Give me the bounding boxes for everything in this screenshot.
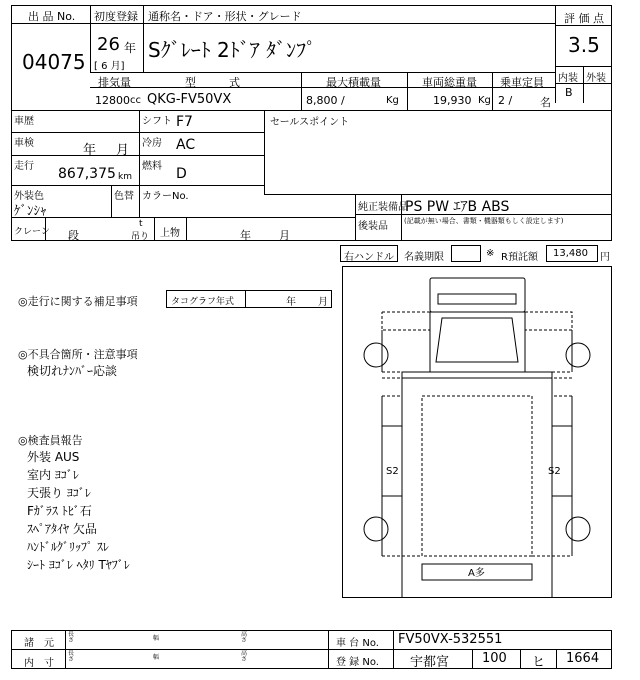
sales-point-label: セールスポイント <box>270 117 350 128</box>
right-hand-label: 右ハンドル <box>344 252 394 263</box>
divider <box>90 5 91 72</box>
divider <box>139 185 140 217</box>
inspection-month: 月 <box>116 143 130 158</box>
aftermarket-label: 後装品 <box>358 221 388 232</box>
model-code: QKG-FV50VX <box>147 92 232 107</box>
divider <box>355 194 356 241</box>
color-value: ｹﾞﾝｼｬ <box>14 204 47 219</box>
divider <box>407 72 408 110</box>
divider <box>11 132 264 133</box>
wheel-rear-right <box>566 517 590 541</box>
windshield <box>436 318 518 362</box>
inspector-title: ◎検査員報告 <box>18 434 83 447</box>
divider <box>520 649 521 669</box>
history-label: 車歴 <box>14 116 34 127</box>
displacement-value: 12800 <box>95 94 130 107</box>
max-load: 8,800 / <box>306 94 345 107</box>
divider <box>328 630 329 669</box>
mount-year: 年 <box>240 229 251 242</box>
divider <box>472 649 473 669</box>
capacity-label: 乗車定員 <box>500 76 544 89</box>
divider <box>154 217 155 241</box>
dump-bed <box>402 378 552 598</box>
mileage-value: 867,375 <box>58 166 116 182</box>
color-code-label: カラーNo. <box>142 191 189 202</box>
defects-line: 検切れﾅﾝﾊﾞｰ応談 <box>27 364 118 378</box>
displacement-unit: cc <box>130 95 141 106</box>
fuel-value: D <box>176 166 187 182</box>
mileage-unit: km <box>118 172 132 182</box>
inspector-line: 外装 AUS <box>27 450 80 464</box>
divider <box>11 110 612 111</box>
chassis-number: FV50VX-532551 <box>398 632 503 647</box>
exterior-grade-label: 外装 <box>586 73 606 84</box>
reg-year: 26 <box>97 34 120 55</box>
plate-class: 100 <box>482 651 507 666</box>
divider <box>11 155 264 156</box>
shift-label: シフト <box>142 116 172 127</box>
max-load-unit: Kg <box>386 95 399 106</box>
chassis-label: 車 台 No. <box>336 638 379 649</box>
recycle-unit: 円 <box>600 252 610 263</box>
tachograph-year: 年 <box>286 297 296 308</box>
plate-label: 登 録 No. <box>336 657 379 668</box>
color-label: 外装色 <box>14 191 44 202</box>
divider <box>393 630 394 669</box>
divider <box>583 66 584 103</box>
aftermarket-note: (記載が無い場合、書類・機器類もしく設定します) <box>404 217 564 225</box>
divider <box>143 5 144 72</box>
cab-left-panel <box>382 312 430 330</box>
wheel-front-left <box>364 343 388 367</box>
model-code-label: 型 式 <box>185 76 240 89</box>
defects-title: ◎不具合箇所・注意事項 <box>18 348 138 361</box>
wheel-front-right <box>566 343 590 367</box>
ac-value: AC <box>176 137 196 153</box>
driving-notes-title: ◎走行に関する補足事項 <box>18 295 138 308</box>
divider <box>245 290 246 308</box>
divider <box>264 194 612 195</box>
inspector-line: 室内 ﾖｺﾞﾚ <box>27 468 79 482</box>
inspector-line: ﾊﾝﾄﾞﾙｸﾞﾘｯﾌﾟ ｽﾚ <box>27 540 109 554</box>
interior-dims-label: 内 寸 <box>24 658 54 669</box>
reg-year-unit: 年 <box>124 41 137 55</box>
divider <box>11 217 355 218</box>
divider <box>139 110 140 185</box>
model-name: Sｸﾞﾚｰﾄ 2ﾄﾞｱ ﾀﾞﾝﾌﾟ <box>148 38 317 62</box>
plate-region: 宇都宮 <box>410 655 450 670</box>
reg-label: 初度登録 <box>94 10 138 23</box>
score-value: 3.5 <box>568 33 600 57</box>
plate-kana: ヒ <box>532 655 546 670</box>
divider <box>492 72 493 110</box>
length-label: 長さ <box>68 650 75 663</box>
crane-hook: 吊り <box>131 232 150 242</box>
lot-number: 04075 <box>22 50 86 74</box>
plate-number: 1664 <box>566 651 600 666</box>
cab-body <box>430 312 525 372</box>
interior-grade-label: 内装 <box>558 73 578 84</box>
divider <box>90 72 555 73</box>
shift-value: F7 <box>176 114 193 130</box>
mount-label: 上物 <box>160 228 180 239</box>
divider <box>555 5 556 103</box>
fuel-label: 燃料 <box>142 161 162 172</box>
truck-condition-diagram <box>342 266 612 598</box>
lot-label: 出 品 No. <box>28 10 76 23</box>
divider <box>264 110 265 194</box>
capacity-unit: 名 <box>540 96 551 109</box>
crane-ton: t <box>139 219 143 229</box>
reg-month: [ 6 月] <box>94 61 125 72</box>
divider <box>90 87 555 88</box>
mount-month: 月 <box>279 229 290 242</box>
standard-equipment: PS PW ｴｱB ABS <box>405 199 510 215</box>
divider <box>65 630 66 669</box>
name-change-box <box>451 245 481 262</box>
right-side-mark: S2 <box>548 466 561 477</box>
length-label: 長さ <box>68 631 75 644</box>
displacement-label: 排気量 <box>98 76 131 89</box>
max-load-label: 最大積載量 <box>326 76 381 89</box>
width-label: 幅 <box>153 654 160 661</box>
recycle-mark: ※ <box>486 248 495 259</box>
divider <box>301 72 302 110</box>
left-side-mark: S2 <box>386 466 399 477</box>
mileage-label: 走行 <box>14 161 34 172</box>
wheel-rear-left <box>364 517 388 541</box>
tachograph-label: タコグラフ年式 <box>171 297 235 307</box>
inspector-line: ｼｰﾄ ﾖｺﾞﾚ ﾍﾀﾘ Tﾔﾌﾞﾚ <box>27 558 130 572</box>
cab-roof <box>430 278 525 312</box>
height-label: 高さ <box>241 650 248 663</box>
gross-weight: 19,930 <box>433 94 472 107</box>
recycle-label: R預託額 <box>501 252 538 263</box>
inspector-line: 天張り ﾖｺﾞﾚ <box>27 486 91 500</box>
standard-equipment-label: 純正装備品 <box>358 202 408 213</box>
score-label: 評 価 点 <box>564 12 604 25</box>
width-label: 幅 <box>153 635 160 642</box>
bed-floor <box>422 396 532 556</box>
model-label: 通称名・ドア・形状・グレード <box>148 10 302 23</box>
tachograph-month: 月 <box>318 297 328 308</box>
capacity: 2 / <box>498 94 513 107</box>
dims-label: 諸 元 <box>24 638 54 649</box>
height-label: 高さ <box>241 631 248 644</box>
inspector-line: ｽﾍﾟｱﾀｲﾔ 欠品 <box>27 522 97 536</box>
crane-stage-unit: 段 <box>68 229 79 242</box>
crane-label: クレーン <box>14 227 50 237</box>
ac-label: 冷房 <box>142 138 162 149</box>
name-change-label: 名義期限 <box>404 252 444 263</box>
gross-weight-unit: Kg <box>478 95 491 106</box>
cab-window <box>438 294 516 304</box>
color-change-label: 色替 <box>114 191 134 202</box>
divider <box>111 185 112 217</box>
inspection-label: 車検 <box>14 138 34 149</box>
cab-right-panel <box>525 312 572 330</box>
divider <box>186 217 187 241</box>
divider <box>11 185 264 186</box>
inspector-line: Fｶﾞﾗｽ ﾄﾋﾞ石 <box>27 504 92 518</box>
divider <box>556 649 557 669</box>
gross-weight-label: 車両総重量 <box>422 76 477 89</box>
recycle-amount: 13,480 <box>553 248 588 259</box>
inspection-year: 年 <box>83 143 97 158</box>
interior-grade: B <box>565 86 573 99</box>
rear-mark: A多 <box>468 568 485 579</box>
divider <box>11 649 612 650</box>
